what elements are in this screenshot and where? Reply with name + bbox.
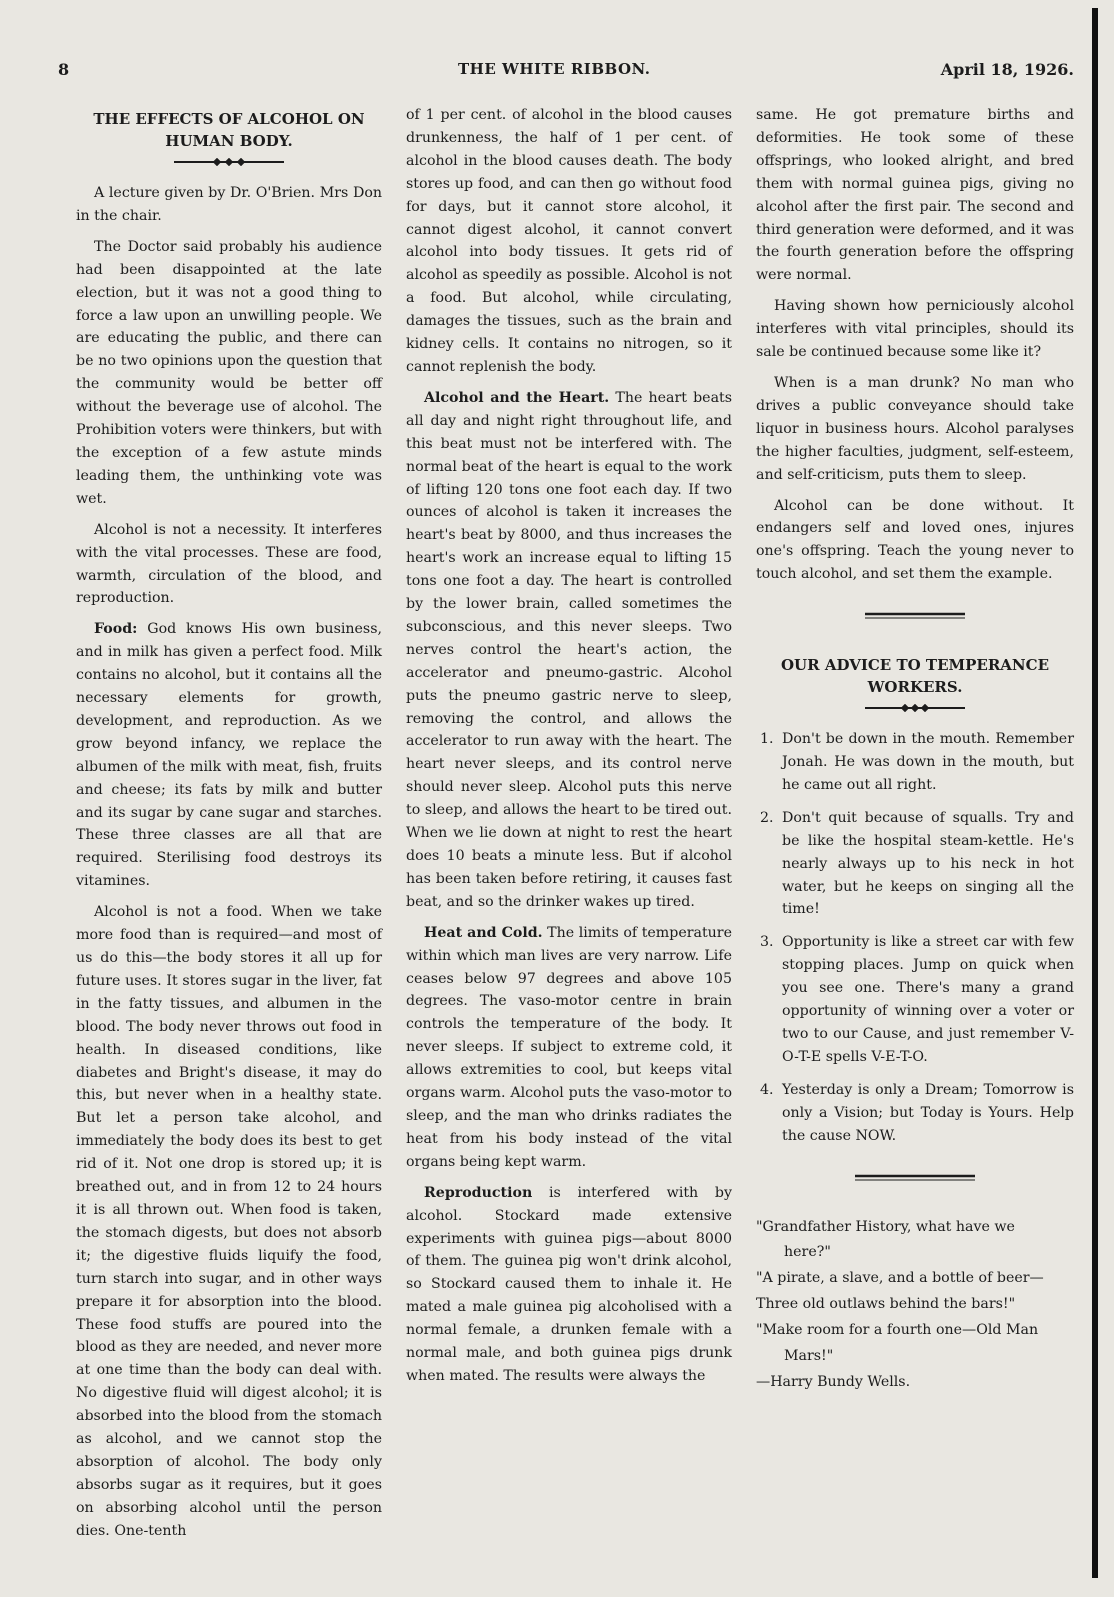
article-title: OUR ADVICE TO TEMPERANCE WORKERS.: [780, 656, 1049, 697]
ornament-divider: [174, 158, 284, 166]
list-item: 1. Don't be down in the mouth. Remember Jonah. He was down in the mouth, but he came out all right.: [778, 728, 1074, 797]
paragraph: Having shown how perniciously alcohol interferes with vital principles, should its sale be continued because some like it?: [756, 298, 1074, 361]
paragraph: A lecture given by Dr. O'Brien. Mrs Don in the chair.: [76, 185, 382, 224]
double-rule-divider: [855, 1174, 975, 1182]
issue-date: April 18, 1926.: [940, 60, 1074, 79]
poem: [756, 1216, 1074, 1394]
paragraph: of 1 per cent. of alcohol in the blood causes drunkenness, the half of 1 per cent. of alcohol in the blood causes death. The body stores up food, and can then go without food for days, but it cannot store alcohol, it cannot digest alcohol, it cannot convert alcohol into body tissues. It gets rid of alcohol as speedily as possible. Alcohol is not a food. But alcohol, while circulating, damages the tissues, such as the brain and kidney cells. It contains no nitrogen, so it cannot replenish the body.: [406, 107, 733, 375]
paragraph: The Doctor said probably his audience had been disappointed at the late election, but it was not a good thing to force a law upon an unwilling people. We are educating the public, and there can be no two opinions upon the question that the community would be better off without the beverage use of alcohol. The Prohibition voters were thinkers, but with the exception of a few astute minds leading them, the unthinking vote was wet.: [76, 238, 382, 507]
paragraph: Heat and Cold. The limits of temperature within which man lives are very narrow. Life ceases below 97 degrees and above 105 degrees. The vaso-motor centre in brain controls the temperature of the body. It never sleeps. If subject to extreme cold, it allows extremities to cool, but keeps vital organs warm. Alcohol puts the vaso-motor to sleep, and the man who drinks radiates the heat from his body instead of the vital organs being kept warm.: [406, 924, 732, 1170]
publication-title: THE WHITE RIBBON.: [458, 60, 651, 78]
poem-author: —Harry Bundy Wells.: [756, 1373, 911, 1390]
column-2: [406, 104, 732, 1396]
advice-list: [756, 728, 1074, 1147]
paragraph: Alcohol is not a food. When we take more food than is required—and most of us do this—the body stores it all up for future uses. It stores sugar in the liver, fat in the fatty tissues, and albumen in the blood. The body never throws out food in health. In diseased conditions, like diabetes and Bright's disease, it may do this, but never when in a healthy state. But let a person take alcohol, and immediately the body does its best to get rid of it. Not one drop is stored up; it is breathed out, and in from 12 to 24 hours it is all thrown out. When food is taken, the stomach digests, but does not absorb it; the digestive fluids liquify the food, turn starch into sugar, and in other ways prepare it for absorption into the blood. These food stuffs are poured into the blood as they are needed, and never more at one time than the body can deal with. No digestive fluid will digest alcohol; it is absorbed into the blood from the stomach as alcohol, and we cannot stop the absorption of alcohol. The body only absorbs sugar as it requires, but it goes on absorbing alcohol until the person dies. One-tenth: [76, 904, 382, 1539]
page-number: 8: [58, 60, 70, 79]
section-lead: Alcohol and the Heart.: [424, 389, 610, 406]
poem-line: "A pirate, a slave, and a bottle of beer—: [756, 1270, 1044, 1287]
column-1: [76, 104, 382, 1551]
paragraph: When is a man drunk? No man who drives a public conveyance should take liquor in business hours. Alcohol paralyses the higher faculties, judgment, self-esteem, and self-criticism, puts them to sleep.: [756, 374, 1074, 483]
list-item: 4. Yesterday is only a Dream; Tomorrow is only a Vision; but Today is Yours. Help the cause NOW.: [778, 1079, 1074, 1148]
ornament-divider: [865, 704, 965, 712]
paragraph: Alcohol is not a necessity. It interferes with the vital processes. These are food, warmth, circulation of the blood, and reproduction.: [76, 521, 382, 607]
poem-line: Mars!": [784, 1348, 834, 1365]
poem-line: Three old outlaws behind the bars!": [756, 1296, 1016, 1313]
paragraph: Reproduction is interfered with by alcohol. Stockard made extensive experiments with guinea pigs—about 8000 of them. The guinea pig won't drink alcohol, so Stockard caused them to inhale it. He mated a male guinea pig alcoholised with a normal female, a drunken female with a normal male, and both guinea pigs drunk when mated. The results were always the: [406, 1184, 732, 1384]
paragraph: Alcohol and the Heart. The heart beats all day and night right throughout life, and this beat must not be interfered with. The normal beat of the heart is equal to the work of lifting 120 tons one foot each day. If two ounces of alcohol is taken it increases the heart's beat by 8000, and thus increases the heart's work an increase equal to lifting 15 tons one foot a day. The heart is controlled by the lower brain, called sometimes the subconscious, and this never sleeps. Two nerves control the heart's action, the accelerator and pneumo-gastric. Alcohol puts the pneumo gastric nerve to sleep, removing the control, and allows the accelerator to run away with the heart. The heart never sleeps, and its control nerve should never sleep. Alcohol puts this nerve to sleep, and allows the heart to be tired out. When we lie down at night to rest the heart does 10 beats a minute less. But if alcohol has been taken before retiring, it causes fast beat, and so the drinker wakes up tired.: [406, 389, 733, 910]
article-title: THE EFFECTS OF ALCOHOL ON HUMAN BODY.: [93, 110, 365, 150]
list-item: 3. Opportunity is like a street car with few stopping places. Jump on quick when you see one. There's many a grand opportunity of winning over a voter or two to our Cause, and just remember V-O-T-E spells V-E-T-O.: [778, 931, 1074, 1068]
paragraph: Alcohol can be done without. It endangers self and loved ones, injures one's offspring. Teach the young never to touch alcohol, and set them the example.: [756, 497, 1074, 583]
poem-line: "Grandfather History, what have we: [756, 1218, 1015, 1235]
poem-line: here?": [784, 1244, 831, 1261]
paragraph: same. He got premature births and deformities. He took some of these offsprings, who looked alright, and bred them with normal guinea pigs, giving no alcohol after the first pair. The second and third generation were deformed, and it was the fourth generation before the offspring were normal.: [756, 107, 1074, 284]
page-edge-shadow: [1092, 8, 1098, 1578]
list-item: 2. Don't quit because of squalls. Try and be like the hospital steam-kettle. He's nearly always up to his neck in hot water, but he keeps on singing all the time!: [778, 807, 1074, 922]
section-lead: Reproduction: [424, 1184, 533, 1201]
section-lead: Food:: [94, 621, 138, 638]
double-rule-divider: [865, 612, 965, 620]
poem-line: "Make room for a fourth one—Old Man: [756, 1322, 1039, 1339]
column-3: [756, 104, 1074, 1397]
page-header: [58, 60, 1074, 88]
section-lead: Heat and Cold.: [424, 924, 543, 941]
paragraph: Food: God knows His own business, and in milk has given a perfect food. Milk contains no alcohol, but it contains all the necessary elements for growth, development, and reproduction. As we grow beyond infancy, we replace the albumen of the milk with meat, fish, fruits and cheese; its fats by milk and butter and its sugar by cane sugar and starches. These three classes are all that are required. Sterilising food destroys its vitamines.: [76, 621, 382, 890]
